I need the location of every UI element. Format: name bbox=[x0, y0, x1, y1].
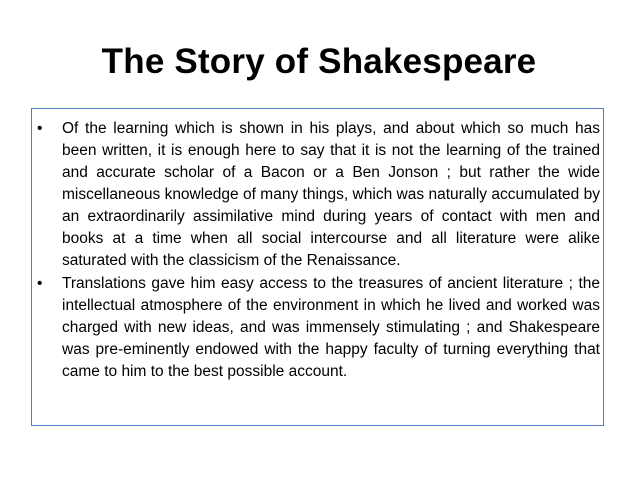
bullet-text-2: Translations gave him easy access to the treasures of ancient literature ; the intellectual atmosphere of the environment in which he lived and worked was charged with new ideas, and was immensely stimulating ; and Shakespeare was pre-eminently endowed with the happy faculty of turning everything that came to him to the best possible account. bbox=[62, 275, 600, 380]
bullet-dot-icon: • bbox=[37, 275, 43, 292]
bullet-text-1: Of the learning which is shown in his plays, and about which so much has been written, it is enough here to say that it is not the learning of the trained and accurate scholar of a Bacon or a Ben Jonson ; but rather the wide miscellaneous knowledge of many things, which was naturally accumulated by an extraordinarily assimilative mind during years of contact with men and books at a time when all social intercourse and all literature were alike saturated with the classicism of the Renaissance. bbox=[62, 120, 600, 269]
bullet-list bbox=[37, 118, 600, 383]
bullet-item-2 bbox=[37, 273, 600, 383]
bullet-dot-icon: • bbox=[37, 120, 43, 137]
bullet-item-1 bbox=[37, 118, 600, 272]
slide-title: The Story of Shakespeare bbox=[101, 42, 537, 81]
content-text-box bbox=[31, 108, 604, 426]
